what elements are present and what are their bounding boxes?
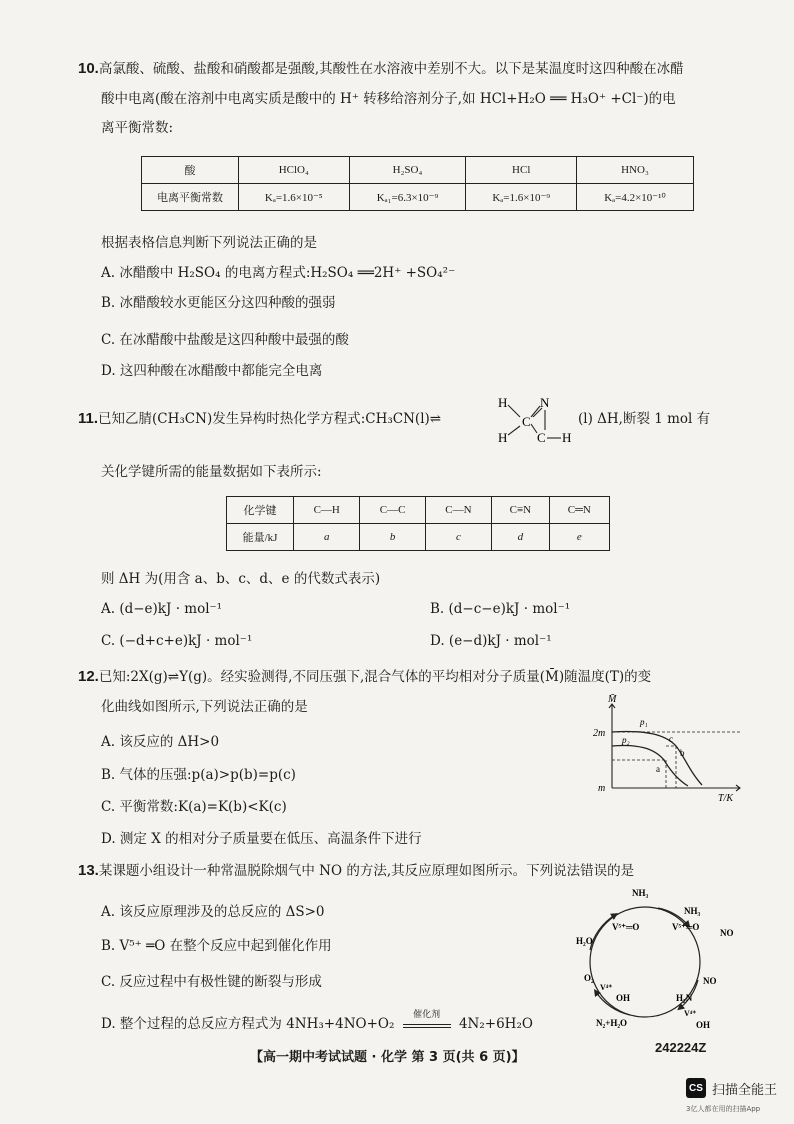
q10-option-d: D. 这四种酸在冰醋酸中都能完全电离 [101, 363, 323, 379]
q11-option-c: C. (−d+c+e)kJ · mol⁻¹ [101, 633, 253, 649]
label-nh3-bound: NH₃ [684, 906, 701, 916]
q13-option-d-products: 4N₂+6H₂O [458, 1016, 533, 1032]
table-cell: 化学键 [227, 497, 294, 524]
watermark-subtitle: 3亿人都在用的扫描App [686, 1105, 761, 1113]
label-v4-left: V⁴⁺ [600, 983, 613, 992]
table-cell: C—C [360, 497, 425, 524]
table-row [227, 497, 610, 524]
q12-option-c: C. 平衡常数:K(a)=K(b)<K(c) [101, 799, 287, 815]
label-p1: p₁ [640, 717, 648, 727]
table-cell: c [425, 524, 491, 551]
label-nh3-in: NH₃ [632, 888, 649, 898]
paper-code: 242224Z [655, 1040, 707, 1055]
label-o2: O₂ [584, 973, 594, 983]
q12-option-d: D. 测定 X 的相对分子质量要在低压、高温条件下进行 [101, 831, 422, 847]
table-cell: a [294, 524, 360, 551]
q10-line1 [78, 60, 684, 78]
q10-stem: 根据表格信息判断下列说法正确的是 [101, 235, 317, 251]
y-axis-label: M̄ [608, 694, 617, 705]
bond-lines [508, 405, 561, 438]
q12-line2: 化曲线如图所示,下列说法正确的是 [101, 699, 308, 715]
label-c: c [669, 734, 673, 744]
label-products: N₂+H₂O [596, 1018, 628, 1028]
label-h2n: H₂N [676, 993, 693, 1003]
q11-text1: 已知乙腈(CH₃CN)发生异构时热化学方程式:CH₃CN(l)⇌ [98, 411, 442, 427]
table-cell: C—H [294, 497, 360, 524]
q10-option-b: B. 冰醋酸较水更能区分这四种酸的强弱 [101, 295, 336, 311]
label-v4-right: V⁴⁺ [684, 1009, 697, 1018]
label-h2o: H₂O [576, 936, 593, 946]
q13-line1 [78, 862, 634, 880]
catalyst-label: 催化剂 [413, 1010, 441, 1020]
q10-text1: 高氯酸、硫酸、盐酸和硝酸都是强酸,其酸性在水溶液中差别不大。以下是某温度时这四种酸在冰醋 [98, 61, 684, 77]
q11-line1 [78, 410, 441, 428]
q12-text1: 已知:2X(g)⇌Y(g)。经实验测得,不同压强下,混合气体的平均相对分子质量(M̄)随温度(T)的变 [98, 669, 652, 685]
q10-line3: 离平衡常数: [101, 120, 174, 136]
table-row [142, 184, 694, 211]
label-no-in: NO [720, 928, 734, 938]
table-cell: 能量/kJ [227, 524, 294, 551]
y-tick-2m: 2m [593, 728, 606, 739]
label-oh-right: OH [696, 1020, 711, 1030]
q13-number: 13. [78, 862, 99, 879]
scanner-watermark [686, 1078, 777, 1098]
table-cell: d [492, 524, 549, 551]
label-v5-left: V⁵⁺═O [612, 922, 640, 932]
label-no-bound: NO [703, 976, 717, 986]
cs-logo-icon: CS [686, 1078, 706, 1098]
atom-label: N [540, 395, 550, 410]
q11-stem: 则 ΔH 为(用含 a、b、c、d、e 的代数式表示) [101, 571, 381, 587]
label-oh-left: OH [616, 993, 631, 1003]
watermark-name: 扫描全能王 [712, 1082, 778, 1098]
q10-option-a: A. 冰醋酸中 H₂SO₄ 的电离方程式:H₂SO₄ ══2H⁺ +SO₄²⁻ [101, 265, 456, 281]
table-cell: e [549, 524, 609, 551]
q13-option-b: B. V⁵⁺ ═O 在整个反应中起到催化作用 [101, 938, 332, 954]
q11-line2: 关化学键所需的能量数据如下表所示: [101, 464, 322, 480]
q12-number: 12. [78, 668, 99, 685]
label-v5-right: V⁵⁺═O [672, 922, 700, 932]
curve-p2 [612, 746, 688, 786]
q13-cycle-diagram [560, 880, 750, 1040]
q13-option-c: C. 反应过程中有极性键的断裂与形成 [101, 974, 322, 990]
q10-table [141, 156, 694, 211]
atom-label: H [498, 395, 508, 410]
q13-option-a: A. 该反应原理涉及的总反应的 ΔS>0 [101, 904, 325, 920]
label-p2: p₂ [622, 735, 630, 745]
page-footer: 【高一期中考试试题 · 化学 第 3 页(共 6 页)】 [250, 1050, 525, 1065]
table-row [142, 157, 694, 184]
q10-number: 10. [78, 60, 99, 77]
graph-axes [609, 704, 740, 791]
q13-option-d [101, 1010, 533, 1033]
q12-line1 [78, 668, 651, 686]
label-a: a [656, 764, 660, 774]
table-cell: 酸 [142, 157, 239, 184]
table-cell: b [360, 524, 425, 551]
q13-option-d-text: D. 整个过程的总反应方程式为 4NH₃+4NO+O₂ [101, 1016, 395, 1032]
q11-line1-tail: (l) ΔH,断裂 1 mol 有 [578, 411, 711, 427]
catalyst-arrow [403, 1010, 451, 1028]
cycle-arrow [590, 915, 615, 950]
q11-table [226, 496, 610, 551]
table-cell: H₂SO₄ [349, 157, 466, 184]
table-cell: HCl [466, 157, 577, 184]
q11-option-b: B. (d−c−e)kJ · mol⁻¹ [430, 601, 571, 617]
q12-option-b: B. 气体的压强:p(a)>p(b)=p(c) [101, 767, 296, 783]
table-cell: 电离平衡常数 [142, 184, 239, 211]
table-cell: Kₐ₁=6.3×10⁻⁹ [349, 184, 466, 211]
table-cell: Kₐ=4.2×10⁻¹⁰ [577, 184, 694, 211]
q10-line2: 酸中电离(酸在溶剂中电离实质是酸中的 H⁺ 转移给溶剂分子,如 HCl+H₂O ══ H₃O⁺ +Cl⁻)的电 [101, 91, 676, 107]
table-cell: HClO₄ [239, 157, 350, 184]
table-cell: C═N [549, 497, 609, 524]
atom-label: H [562, 430, 572, 445]
table-cell: Kₐ=1.6×10⁻⁵ [239, 184, 350, 211]
table-cell: C≡N [492, 497, 549, 524]
y-tick-m: m [598, 783, 606, 794]
table-row [227, 524, 610, 551]
x-axis-label: T/K [718, 793, 734, 804]
q12-graph [590, 690, 750, 805]
q11-number: 11. [78, 410, 99, 427]
q10-option-c: C. 在冰醋酸中盐酸是这四种酸中最强的酸 [101, 332, 349, 348]
q11-option-d: D. (e−d)kJ · mol⁻¹ [430, 633, 552, 649]
q11-structure-diagram [488, 390, 578, 448]
q11-option-a: A. (d−e)kJ · mol⁻¹ [101, 601, 223, 617]
q13-text1: 某课题小组设计一种常温脱除烟气中 NO 的方法,其反应原理如图所示。下列说法错误的是 [98, 863, 635, 879]
q12-option-a: A. 该反应的 ΔH>0 [101, 734, 220, 750]
table-cell: C—N [425, 497, 491, 524]
table-cell: HNO₃ [577, 157, 694, 184]
atom-label: C [522, 414, 531, 429]
atom-label: H [498, 430, 508, 445]
label-b: b [680, 748, 685, 758]
table-cell: Kₐ=1.6×10⁻⁹ [466, 184, 577, 211]
atom-label: C [537, 430, 546, 445]
